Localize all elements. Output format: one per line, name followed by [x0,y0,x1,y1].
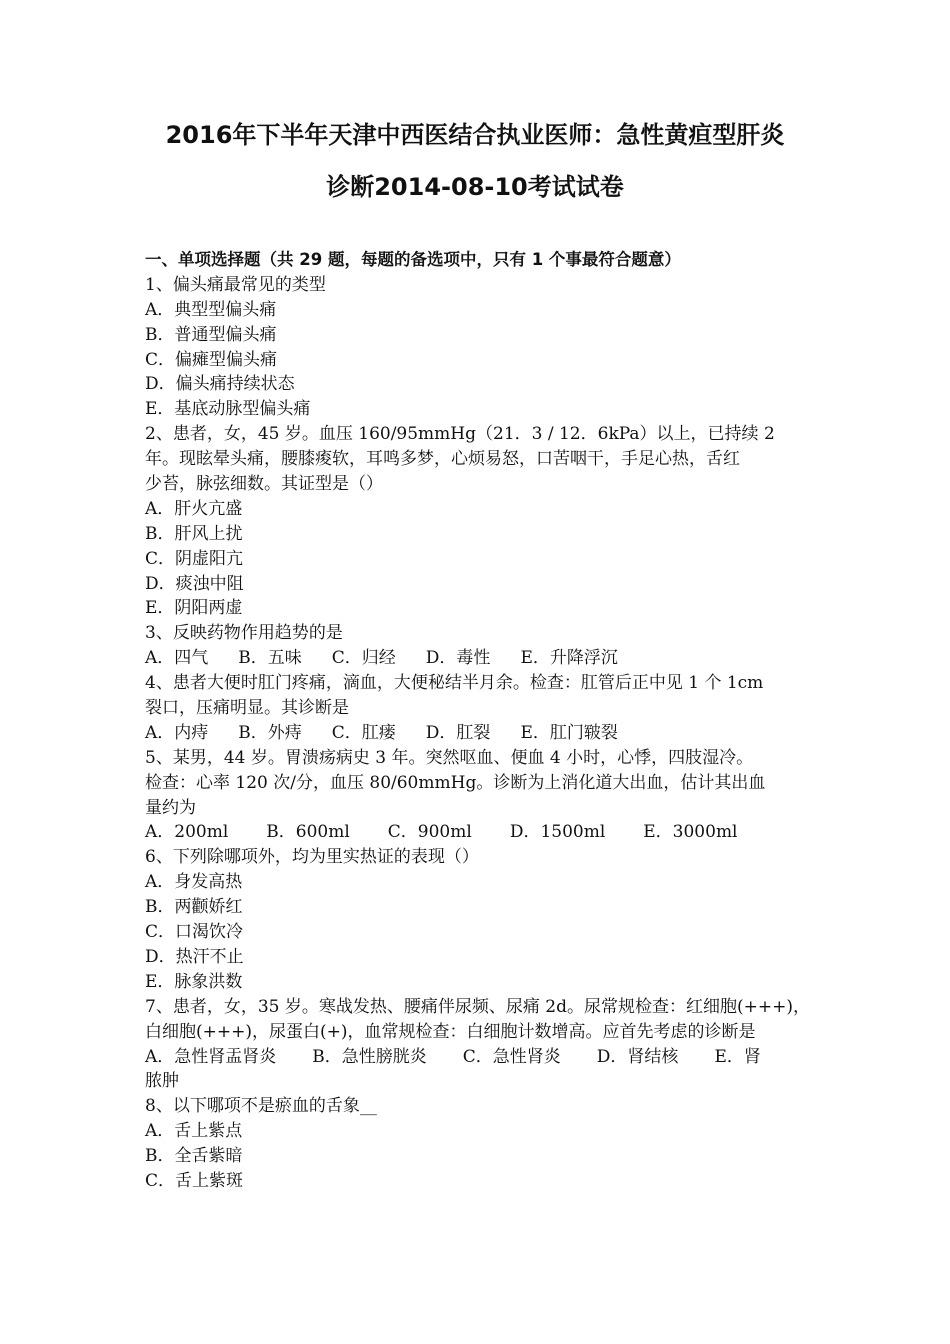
question-5-option-b: B．600ml [266,822,350,843]
question-7-stem-line2: 白细胞(+++)，尿蛋白(+)，血常规检查：白细胞计数增高。应首先考虑的诊断是 [145,1021,756,1042]
question-8-stem: 8、以下哪项不是瘀血的舌象__ [145,1096,377,1117]
question-7-option-c: C．急性肾炎 [462,1046,561,1067]
question-3-option-c: C．归经 [331,648,396,669]
question-4-option-b: B．外痔 [238,722,302,743]
question-4-stem-line2: 裂口，压痛明显。其诊断是 [145,698,349,719]
question-6-option-e: E．脉象洪数 [145,971,243,992]
question-1-option-d: D．偏头痛持续状态 [145,374,295,395]
exam-content [145,248,815,1194]
question-6-option-d: D．热汗不止 [145,946,244,967]
question-6-stem: 6、下列除哪项外，均为里实热证的表现（） [145,847,479,868]
question-3-option-e: E．升降浮沉 [520,648,618,669]
question-2-stem-line2: 年。现眩晕头痛，腰膝痠软，耳鸣多梦，心烦易怒，口苦咽干，手足心热，舌红 [145,449,740,470]
question-3-option-a: A．四气 [145,648,209,669]
question-1-stem: 1、偏头痛最常见的类型 [145,274,326,295]
document-title-line1: 2016年下半年天津中西医结合执业医师：急性黄疸型肝炎 [165,121,785,149]
question-7-stem-line1: 7、患者，女，35 岁。寒战发热、腰痛伴尿频、尿痛 2d。尿常规检查：红细胞(+++)， [145,996,810,1017]
question-4-options [145,721,815,746]
question-8-option-a: A．舌上紫点 [145,1121,243,1142]
question-5-option-c: C．900ml [387,822,472,843]
question-7-option-a: A．急性肾盂肾炎 [145,1046,277,1067]
question-6-option-b: B．两颧娇红 [145,897,243,918]
question-5-option-a: A．200ml [145,822,229,843]
question-7-option-e: E．肾 [714,1046,761,1067]
question-5-stem-line1: 5、某男，44 岁。胃溃疡病史 3 年。突然呕血、便血 4 小时，心悸，四肢湿冷。 [145,747,754,768]
question-2-option-b: B．肝风上扰 [145,523,243,544]
question-4-option-c: C．肛瘘 [331,722,396,743]
question-1-option-b: B．普通型偏头痛 [145,324,277,345]
question-7-options [145,1045,815,1070]
question-6-option-c: C．口渴饮冷 [145,922,244,943]
question-5-option-d: D．1500ml [509,822,606,843]
question-3-option-b: B．五味 [238,648,302,669]
question-4-stem-line1: 4、患者大便时肛门疼痛，滴血，大便秘结半月余。检查：肛管后正中见 1 个 1cm [145,673,764,694]
question-7-option-d: D．肾结核 [596,1046,679,1067]
question-2-stem-line1: 2、患者，女，45 岁。血压 160/95mmHg（21．3 / 12．6kPa）以上，已持续 2 [145,424,775,445]
question-2-option-c: C．阴虚阳亢 [145,548,244,569]
question-5-option-e: E．3000ml [643,822,738,843]
question-4-option-a: A．内痔 [145,722,209,743]
section-heading: 一、单项选择题（共 29 题，每题的备选项中，只有 1 个事最符合题意） [145,250,681,269]
question-1-option-a: A．典型型偏头痛 [145,299,277,320]
question-2-option-a: A．肝火亢盛 [145,498,243,519]
question-4-option-e: E．肛门皲裂 [520,722,618,743]
document-title-line2: 诊断2014-08-10考试试卷 [326,173,624,201]
question-8-option-c: C．舌上紫斑 [145,1170,244,1191]
question-1-option-c: C．偏瘫型偏头痛 [145,349,278,370]
question-1-option-e: E．基底动脉型偏头痛 [145,399,311,420]
question-5-stem-line3: 量约为 [145,797,196,818]
question-2-option-d: D．痰浊中阻 [145,573,244,594]
question-2-option-e: E．阴阳两虚 [145,598,243,619]
question-3-option-d: D．毒性 [425,648,491,669]
question-8-option-b: B．全舌紫暗 [145,1146,243,1167]
question-2-stem-line3: 少苔，脉弦细数。其证型是（） [145,474,383,495]
question-3-stem: 3、反映药物作用趋势的是 [145,623,343,644]
question-5-stem-line2: 检查：心率 120 次/分，血压 80/60mmHg。诊断为上消化道大出血，估计其出血 [145,772,766,793]
question-7-option-b: B．急性膀胱炎 [312,1046,427,1067]
question-6-option-a: A．身发高热 [145,872,243,893]
question-7-option-e-continued: 脓肿 [145,1071,179,1092]
question-5-options [145,820,815,845]
question-3-options [145,646,815,671]
question-4-option-d: D．肛裂 [425,722,491,743]
